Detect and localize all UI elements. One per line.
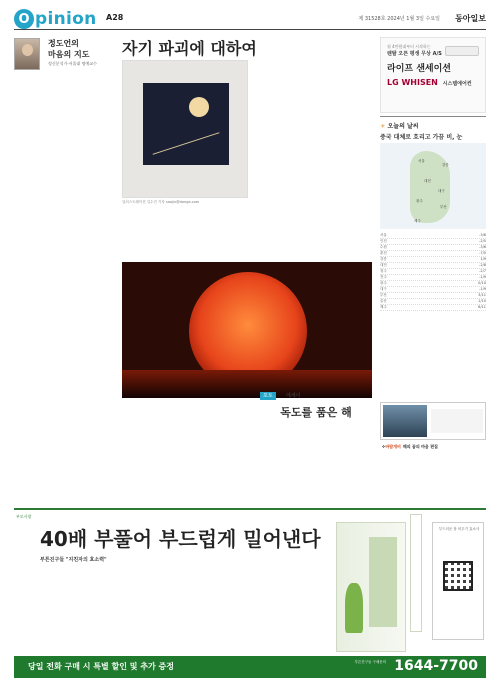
photo-box-caption: 해의 꿈의 마음 편집 bbox=[402, 444, 438, 449]
qr-code[interactable] bbox=[443, 561, 473, 591]
ad-subtitle: 부튼진구들 "지친자의 효소력" bbox=[40, 557, 107, 563]
ad-title: 라이프 샌세이션 bbox=[387, 64, 451, 74]
lg-aircon-ad[interactable] bbox=[380, 37, 486, 113]
moon-icon bbox=[189, 97, 209, 117]
essay-body bbox=[260, 420, 372, 476]
sunrise-photo bbox=[122, 262, 372, 398]
weather-row-city: 대전 bbox=[380, 263, 387, 267]
columnist-affiliation: 정신분석가·서울대 명예교수 bbox=[48, 61, 97, 66]
columnist-block bbox=[14, 38, 112, 70]
ad-footer-text: 당일 전화 구매 시 특별 할인 및 추가 증정 bbox=[28, 662, 174, 671]
weather-row-temp: -3/6 bbox=[479, 233, 486, 237]
map-city: 부산 bbox=[440, 205, 447, 209]
weather-table bbox=[380, 233, 486, 311]
weather-row-temp: -1/9 bbox=[479, 275, 486, 279]
weather-label: ☀ 오늘의 날씨 bbox=[380, 123, 419, 130]
weather-row-city: 수원 bbox=[380, 245, 387, 249]
logo-initial: O bbox=[14, 9, 34, 29]
ad-body bbox=[40, 566, 330, 652]
logo-text: pinion bbox=[35, 9, 97, 29]
photo-box-image bbox=[383, 405, 427, 437]
weather-row-city: 제주 bbox=[380, 305, 387, 309]
weather-row-temp: -3/6 bbox=[479, 245, 486, 249]
map-city: 대전 bbox=[424, 179, 431, 183]
paper-name: 동아일보 bbox=[455, 13, 486, 23]
qr-panel[interactable] bbox=[432, 522, 484, 640]
sea-horizon bbox=[122, 370, 372, 398]
masthead bbox=[14, 8, 486, 30]
sun-icon: ☀ bbox=[380, 123, 386, 130]
product-box bbox=[336, 522, 406, 652]
columnist-name bbox=[48, 38, 97, 67]
columnist-name-text: 정도언의 bbox=[48, 39, 79, 48]
columnist-photo bbox=[14, 38, 40, 70]
weather-row-temp: 6/11 bbox=[478, 305, 486, 309]
weather-row-temp: -1/9 bbox=[479, 287, 486, 291]
column-body-3 bbox=[122, 208, 248, 254]
leaf-icon bbox=[345, 583, 363, 633]
map-city: 강릉 bbox=[442, 163, 449, 167]
issue-info: 제 31528호 2024년 1월 3일 수요일 bbox=[358, 16, 440, 22]
ad-brand-name: LG WHISEN bbox=[387, 78, 438, 87]
ad-line1: 월 4만원대부터 시작하는 bbox=[387, 44, 431, 49]
weather-section bbox=[380, 116, 486, 392]
qr-text: 부드러운 장 비우기 효소사 bbox=[438, 527, 480, 531]
weather-row-city: 인천 bbox=[380, 239, 387, 243]
ad-footer-small: 부튼진구들 구매문의 bbox=[354, 660, 386, 664]
aircon-unit-image bbox=[445, 46, 479, 56]
weather-row-city: 춘천 bbox=[380, 251, 387, 255]
weather-row-city: 광주 bbox=[380, 281, 387, 285]
weather-row-temp: -2/5 bbox=[479, 239, 486, 243]
ad-brand-sub: 시스템에어컨 bbox=[442, 81, 472, 87]
weather-row-city: 서울 bbox=[380, 233, 387, 237]
weather-row-city: 부산 bbox=[380, 293, 387, 297]
weather-map bbox=[380, 143, 486, 229]
product-sachet bbox=[410, 514, 422, 632]
weather-row-city: 울산 bbox=[380, 299, 387, 303]
weather-row-temp: -7/5 bbox=[479, 251, 486, 255]
article-illustration bbox=[122, 60, 248, 198]
weather-row-temp: -2/8 bbox=[479, 263, 486, 267]
column-body-2 bbox=[252, 62, 372, 252]
map-city: 광주 bbox=[416, 199, 423, 203]
column-body-1 bbox=[14, 78, 112, 498]
photo-box-quote bbox=[431, 409, 483, 433]
photo-box-label: ✣바람개비 해의 꿈의 마음 편집 bbox=[382, 444, 438, 449]
weather-row bbox=[380, 305, 486, 311]
ad-brand bbox=[387, 78, 472, 87]
page-number: A28 bbox=[106, 13, 124, 22]
weather-row-temp: 1/10 bbox=[478, 299, 486, 303]
opinion-logo bbox=[14, 8, 97, 30]
article-headline: 자기 파괴에 대하여 bbox=[122, 39, 257, 58]
weather-row-temp: 0/10 bbox=[478, 281, 486, 285]
illustration-caption: 일러스트레이션 김수진 기자 soojin@donga.com bbox=[122, 200, 200, 204]
photo-box-body bbox=[380, 452, 486, 496]
essay-title: 독도를 품은 해 bbox=[280, 406, 352, 419]
weather-subtitle: 중국 대체로 흐리고 가끔 비, 눈 bbox=[380, 134, 463, 141]
map-city: 제주 bbox=[414, 219, 421, 223]
weather-row-temp: -2/7 bbox=[479, 269, 486, 273]
weather-row-temp: 3/11 bbox=[478, 293, 486, 297]
korea-map-shape bbox=[410, 151, 450, 223]
enzyme-ad[interactable] bbox=[14, 508, 486, 678]
weather-row-city: 청주 bbox=[380, 269, 387, 273]
ad-headline: 40배 부풀어 부드럽게 밀어낸다 bbox=[40, 527, 321, 551]
product-label bbox=[369, 537, 397, 627]
essay-badge-label: 에세이 bbox=[286, 393, 301, 399]
weather-row-city: 강릉 bbox=[380, 257, 387, 261]
map-city: 서울 bbox=[418, 159, 425, 163]
weather-row-city: 전주 bbox=[380, 275, 387, 279]
ad-brand-label: 부모사랑 bbox=[16, 514, 32, 519]
ad-footer-bar[interactable] bbox=[14, 656, 486, 678]
ad-phone-number[interactable]: 1644-7700 bbox=[394, 658, 478, 674]
photo-box bbox=[380, 402, 486, 440]
weather-row-temp: 1/9 bbox=[480, 257, 486, 261]
essay-badge: 포토 bbox=[260, 392, 276, 400]
essay-credit bbox=[260, 480, 320, 502]
map-city: 대구 bbox=[438, 189, 445, 193]
pinwheel-icon: ✣ bbox=[382, 444, 386, 449]
ad-line2: 렌탈 오픈 평생 무상 A/S bbox=[387, 51, 442, 57]
column-series: 마음의 지도 bbox=[48, 50, 90, 59]
weather-row-city: 대구 bbox=[380, 287, 387, 291]
